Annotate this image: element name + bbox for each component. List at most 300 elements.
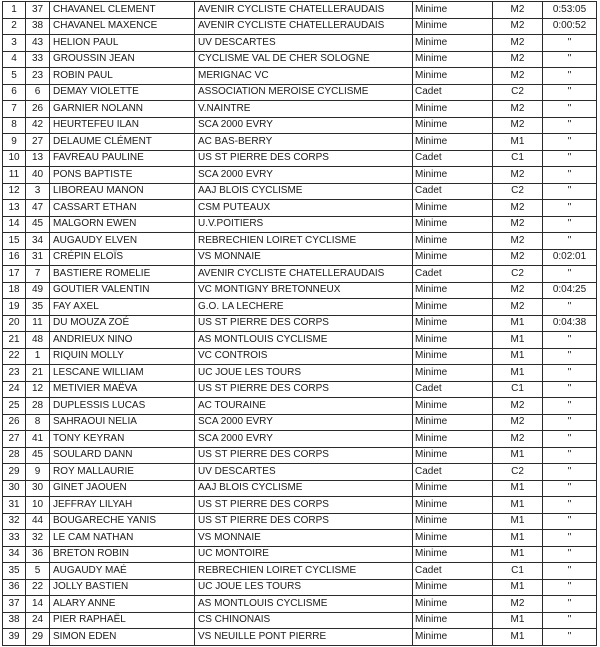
category-cell: Cadet xyxy=(413,84,493,101)
club-cell: REBRECHIEN LOIRET CYCLISME xyxy=(195,563,413,580)
club-cell: UC MONTOIRE xyxy=(195,546,413,563)
bib-cell: 10 xyxy=(26,497,50,514)
club-cell: US ST PIERRE DES CORPS xyxy=(195,315,413,332)
bib-cell: 42 xyxy=(26,117,50,134)
rank-cell: 39 xyxy=(3,629,26,646)
class-cell: M2 xyxy=(493,299,543,316)
class-cell: M1 xyxy=(493,629,543,646)
category-cell: Minime xyxy=(413,414,493,431)
time-gap-cell: " xyxy=(543,513,597,530)
rider-name-cell: CASSART ETHAN xyxy=(50,200,195,217)
time-gap-cell: " xyxy=(543,150,597,167)
class-cell: M2 xyxy=(493,167,543,184)
time-gap-cell: " xyxy=(543,546,597,563)
bib-cell: 22 xyxy=(26,579,50,596)
time-gap-cell: " xyxy=(543,381,597,398)
club-cell: VC MONTIGNY BRETONNEUX xyxy=(195,282,413,299)
table-row xyxy=(3,348,597,365)
table-row xyxy=(3,530,597,547)
table-row xyxy=(3,464,597,481)
rank-cell: 13 xyxy=(3,200,26,217)
table-row xyxy=(3,497,597,514)
bib-cell: 43 xyxy=(26,35,50,52)
bib-cell: 45 xyxy=(26,447,50,464)
class-cell: M2 xyxy=(493,18,543,35)
club-cell: ASSOCIATION MEROISE CYCLISME xyxy=(195,84,413,101)
table-row xyxy=(3,101,597,118)
time-gap-cell: " xyxy=(543,629,597,646)
rank-cell: 33 xyxy=(3,530,26,547)
class-cell: M2 xyxy=(493,233,543,250)
time-gap-cell: 0:02:01 xyxy=(543,249,597,266)
rank-cell: 15 xyxy=(3,233,26,250)
category-cell: Minime xyxy=(413,299,493,316)
category-cell: Minime xyxy=(413,629,493,646)
class-cell: M1 xyxy=(493,315,543,332)
rider-name-cell: CHAVANEL CLEMENT xyxy=(50,2,195,19)
rank-cell: 11 xyxy=(3,167,26,184)
rank-cell: 8 xyxy=(3,117,26,134)
rank-cell: 30 xyxy=(3,480,26,497)
club-cell: G.O. LA LECHERE xyxy=(195,299,413,316)
table-row xyxy=(3,299,597,316)
rider-name-cell: AUGAUDY MAÉ xyxy=(50,563,195,580)
club-cell: AVENIR CYCLISTE CHATELLERAUDAIS xyxy=(195,266,413,283)
table-row xyxy=(3,365,597,382)
club-cell: US ST PIERRE DES CORPS xyxy=(195,497,413,514)
rank-cell: 9 xyxy=(3,134,26,151)
rank-cell: 27 xyxy=(3,431,26,448)
category-cell: Minime xyxy=(413,332,493,349)
class-cell: C1 xyxy=(493,381,543,398)
bib-cell: 23 xyxy=(26,68,50,85)
club-cell: AC BAS-BERRY xyxy=(195,134,413,151)
category-cell: Minime xyxy=(413,365,493,382)
category-cell: Minime xyxy=(413,612,493,629)
results-body xyxy=(3,2,597,646)
class-cell: M1 xyxy=(493,546,543,563)
category-cell: Minime xyxy=(413,348,493,365)
club-cell: US ST PIERRE DES CORPS xyxy=(195,513,413,530)
category-cell: Minime xyxy=(413,530,493,547)
time-gap-cell: " xyxy=(543,431,597,448)
rank-cell: 3 xyxy=(3,35,26,52)
rider-name-cell: ANDRIEUX NINO xyxy=(50,332,195,349)
table-row xyxy=(3,35,597,52)
class-cell: M1 xyxy=(493,348,543,365)
class-cell: M2 xyxy=(493,200,543,217)
category-cell: Cadet xyxy=(413,464,493,481)
club-cell: AAJ BLOIS CYCLISME xyxy=(195,183,413,200)
table-row xyxy=(3,431,597,448)
table-row xyxy=(3,563,597,580)
class-cell: M2 xyxy=(493,117,543,134)
class-cell: M2 xyxy=(493,68,543,85)
club-cell: AS MONTLOUIS CYCLISME xyxy=(195,332,413,349)
club-cell: UC JOUE LES TOURS xyxy=(195,579,413,596)
bib-cell: 8 xyxy=(26,414,50,431)
club-cell: UV DESCARTES xyxy=(195,35,413,52)
category-cell: Minime xyxy=(413,579,493,596)
time-gap-cell: " xyxy=(543,134,597,151)
rider-name-cell: GARNIER NOLANN xyxy=(50,101,195,118)
category-cell: Minime xyxy=(413,101,493,118)
bib-cell: 32 xyxy=(26,530,50,547)
rank-cell: 12 xyxy=(3,183,26,200)
bib-cell: 6 xyxy=(26,84,50,101)
category-cell: Minime xyxy=(413,431,493,448)
bib-cell: 13 xyxy=(26,150,50,167)
time-gap-cell: " xyxy=(543,612,597,629)
bib-cell: 1 xyxy=(26,348,50,365)
bib-cell: 33 xyxy=(26,51,50,68)
rider-name-cell: ROBIN PAUL xyxy=(50,68,195,85)
rank-cell: 35 xyxy=(3,563,26,580)
rider-name-cell: ROY MALLAURIE xyxy=(50,464,195,481)
time-gap-cell: " xyxy=(543,596,597,613)
table-row xyxy=(3,200,597,217)
club-cell: US ST PIERRE DES CORPS xyxy=(195,150,413,167)
table-row xyxy=(3,233,597,250)
rider-name-cell: AUGAUDY ELVEN xyxy=(50,233,195,250)
rider-name-cell: METIVIER MAËVA xyxy=(50,381,195,398)
bib-cell: 41 xyxy=(26,431,50,448)
table-row xyxy=(3,414,597,431)
rider-name-cell: DUPLESSIS LUCAS xyxy=(50,398,195,415)
rank-cell: 17 xyxy=(3,266,26,283)
time-gap-cell: " xyxy=(543,51,597,68)
class-cell: M1 xyxy=(493,497,543,514)
category-cell: Minime xyxy=(413,2,493,19)
time-gap-cell: " xyxy=(543,563,597,580)
category-cell: Minime xyxy=(413,233,493,250)
rank-cell: 20 xyxy=(3,315,26,332)
class-cell: M2 xyxy=(493,414,543,431)
club-cell: SCA 2000 EVRY xyxy=(195,117,413,134)
table-row xyxy=(3,381,597,398)
rider-name-cell: HEURTEFEU ILAN xyxy=(50,117,195,134)
bib-cell: 5 xyxy=(26,563,50,580)
club-cell: SCA 2000 EVRY xyxy=(195,414,413,431)
rider-name-cell: ALARY ANNE xyxy=(50,596,195,613)
bib-cell: 34 xyxy=(26,233,50,250)
rank-cell: 24 xyxy=(3,381,26,398)
club-cell: AVENIR CYCLISTE CHATELLERAUDAIS xyxy=(195,2,413,19)
class-cell: M2 xyxy=(493,249,543,266)
time-gap-cell: " xyxy=(543,183,597,200)
category-cell: Minime xyxy=(413,249,493,266)
time-gap-cell: " xyxy=(543,101,597,118)
rider-name-cell: BRETON ROBIN xyxy=(50,546,195,563)
club-cell: CYCLISME VAL DE CHER SOLOGNE xyxy=(195,51,413,68)
rank-cell: 37 xyxy=(3,596,26,613)
table-row xyxy=(3,629,597,646)
time-gap-cell: " xyxy=(543,348,597,365)
rank-cell: 34 xyxy=(3,546,26,563)
rank-cell: 6 xyxy=(3,84,26,101)
bib-cell: 47 xyxy=(26,200,50,217)
rank-cell: 14 xyxy=(3,216,26,233)
rank-cell: 36 xyxy=(3,579,26,596)
bib-cell: 48 xyxy=(26,332,50,349)
club-cell: UV DESCARTES xyxy=(195,464,413,481)
table-row xyxy=(3,134,597,151)
bib-cell: 27 xyxy=(26,134,50,151)
rank-cell: 31 xyxy=(3,497,26,514)
table-row xyxy=(3,150,597,167)
bib-cell: 12 xyxy=(26,381,50,398)
time-gap-cell: " xyxy=(543,497,597,514)
club-cell: AAJ BLOIS CYCLISME xyxy=(195,480,413,497)
bib-cell: 26 xyxy=(26,101,50,118)
rank-cell: 29 xyxy=(3,464,26,481)
category-cell: Minime xyxy=(413,480,493,497)
rider-name-cell: DU MOUZA ZOÉ xyxy=(50,315,195,332)
time-gap-cell: " xyxy=(543,464,597,481)
rider-name-cell: BOUGARECHE YANIS xyxy=(50,513,195,530)
table-row xyxy=(3,596,597,613)
club-cell: U.V.POITIERS xyxy=(195,216,413,233)
category-cell: Cadet xyxy=(413,183,493,200)
category-cell: Minime xyxy=(413,315,493,332)
table-row xyxy=(3,216,597,233)
rider-name-cell: LIBOREAU MANON xyxy=(50,183,195,200)
time-gap-cell: " xyxy=(543,68,597,85)
class-cell: C2 xyxy=(493,266,543,283)
rider-name-cell: GOUTIER VALENTIN xyxy=(50,282,195,299)
rank-cell: 28 xyxy=(3,447,26,464)
rank-cell: 25 xyxy=(3,398,26,415)
category-cell: Minime xyxy=(413,497,493,514)
table-row xyxy=(3,2,597,19)
club-cell: VS MONNAIE xyxy=(195,249,413,266)
club-cell: AVENIR CYCLISTE CHATELLERAUDAIS xyxy=(195,18,413,35)
rank-cell: 10 xyxy=(3,150,26,167)
rider-name-cell: RIQUIN MOLLY xyxy=(50,348,195,365)
rank-cell: 7 xyxy=(3,101,26,118)
club-cell: REBRECHIEN LOIRET CYCLISME xyxy=(195,233,413,250)
bib-cell: 38 xyxy=(26,18,50,35)
category-cell: Minime xyxy=(413,35,493,52)
category-cell: Minime xyxy=(413,200,493,217)
rider-name-cell: LE CAM NATHAN xyxy=(50,530,195,547)
time-gap-cell: " xyxy=(543,299,597,316)
category-cell: Minime xyxy=(413,216,493,233)
class-cell: C1 xyxy=(493,563,543,580)
time-gap-cell: " xyxy=(543,579,597,596)
club-cell: VC CONTROIS xyxy=(195,348,413,365)
table-row xyxy=(3,398,597,415)
club-cell: VS MONNAIE xyxy=(195,530,413,547)
class-cell: M2 xyxy=(493,431,543,448)
time-gap-cell: 0:04:25 xyxy=(543,282,597,299)
bib-cell: 3 xyxy=(26,183,50,200)
club-cell: US ST PIERRE DES CORPS xyxy=(195,447,413,464)
rider-name-cell: BASTIERE ROMELIE xyxy=(50,266,195,283)
bib-cell: 45 xyxy=(26,216,50,233)
rank-cell: 2 xyxy=(3,18,26,35)
bib-cell: 9 xyxy=(26,464,50,481)
class-cell: M2 xyxy=(493,2,543,19)
bib-cell: 21 xyxy=(26,365,50,382)
time-gap-cell: 0:00:52 xyxy=(543,18,597,35)
table-row xyxy=(3,546,597,563)
time-gap-cell: " xyxy=(543,447,597,464)
category-cell: Cadet xyxy=(413,381,493,398)
bib-cell: 24 xyxy=(26,612,50,629)
time-gap-cell: " xyxy=(543,365,597,382)
rider-name-cell: CRÉPIN ELOÏS xyxy=(50,249,195,266)
time-gap-cell: 0:04:38 xyxy=(543,315,597,332)
category-cell: Minime xyxy=(413,18,493,35)
table-row xyxy=(3,167,597,184)
club-cell: US ST PIERRE DES CORPS xyxy=(195,381,413,398)
class-cell: M2 xyxy=(493,216,543,233)
class-cell: C1 xyxy=(493,150,543,167)
table-row xyxy=(3,579,597,596)
club-cell: AC TOURAINE xyxy=(195,398,413,415)
bib-cell: 11 xyxy=(26,315,50,332)
class-cell: C2 xyxy=(493,84,543,101)
rank-cell: 26 xyxy=(3,414,26,431)
rider-name-cell: PONS BAPTISTE xyxy=(50,167,195,184)
club-cell: MERIGNAC VC xyxy=(195,68,413,85)
bib-cell: 40 xyxy=(26,167,50,184)
table-row xyxy=(3,513,597,530)
club-cell: SCA 2000 EVRY xyxy=(195,167,413,184)
bib-cell: 44 xyxy=(26,513,50,530)
bib-cell: 29 xyxy=(26,629,50,646)
rank-cell: 16 xyxy=(3,249,26,266)
time-gap-cell: " xyxy=(543,200,597,217)
rider-name-cell: SIMON EDEN xyxy=(50,629,195,646)
class-cell: M2 xyxy=(493,51,543,68)
bib-cell: 49 xyxy=(26,282,50,299)
time-gap-cell: " xyxy=(543,332,597,349)
table-row xyxy=(3,117,597,134)
rider-name-cell: PIER RAPHAËL xyxy=(50,612,195,629)
rank-cell: 1 xyxy=(3,2,26,19)
category-cell: Minime xyxy=(413,68,493,85)
rank-cell: 23 xyxy=(3,365,26,382)
table-row xyxy=(3,18,597,35)
rider-name-cell: HELION PAUL xyxy=(50,35,195,52)
rider-name-cell: DELAUME CLÉMENT xyxy=(50,134,195,151)
rider-name-cell: LESCANE WILLIAM xyxy=(50,365,195,382)
rider-name-cell: GINET JAOUEN xyxy=(50,480,195,497)
rider-name-cell: CHAVANEL MAXENCE xyxy=(50,18,195,35)
club-cell: VS NEUILLE PONT PIERRE xyxy=(195,629,413,646)
rider-name-cell: JEFFRAY LILYAH xyxy=(50,497,195,514)
time-gap-cell: " xyxy=(543,84,597,101)
rank-cell: 21 xyxy=(3,332,26,349)
bib-cell: 30 xyxy=(26,480,50,497)
table-row xyxy=(3,68,597,85)
bib-cell: 35 xyxy=(26,299,50,316)
club-cell: V.NAINTRE xyxy=(195,101,413,118)
table-row xyxy=(3,332,597,349)
time-gap-cell: " xyxy=(543,398,597,415)
results-table xyxy=(2,1,597,646)
class-cell: C2 xyxy=(493,464,543,481)
rank-cell: 22 xyxy=(3,348,26,365)
bib-cell: 36 xyxy=(26,546,50,563)
rider-name-cell: FAVREAU PAULINE xyxy=(50,150,195,167)
class-cell: M1 xyxy=(493,480,543,497)
class-cell: M2 xyxy=(493,282,543,299)
category-cell: Minime xyxy=(413,51,493,68)
class-cell: M1 xyxy=(493,579,543,596)
category-cell: Minime xyxy=(413,513,493,530)
table-row xyxy=(3,51,597,68)
category-cell: Minime xyxy=(413,134,493,151)
club-cell: AS MONTLOUIS CYCLISME xyxy=(195,596,413,613)
time-gap-cell: " xyxy=(543,480,597,497)
rank-cell: 32 xyxy=(3,513,26,530)
table-row xyxy=(3,249,597,266)
class-cell: M1 xyxy=(493,332,543,349)
rank-cell: 4 xyxy=(3,51,26,68)
class-cell: M1 xyxy=(493,513,543,530)
rider-name-cell: JOLLY BASTIEN xyxy=(50,579,195,596)
time-gap-cell: " xyxy=(543,117,597,134)
table-row xyxy=(3,447,597,464)
time-gap-cell: " xyxy=(543,266,597,283)
table-row xyxy=(3,480,597,497)
time-gap-cell: " xyxy=(543,530,597,547)
rider-name-cell: TONY KEYRAN xyxy=(50,431,195,448)
club-cell: CSM PUTEAUX xyxy=(195,200,413,217)
rider-name-cell: FAY AXEL xyxy=(50,299,195,316)
time-gap-cell: 0:53:05 xyxy=(543,2,597,19)
class-cell: M1 xyxy=(493,134,543,151)
rank-cell: 19 xyxy=(3,299,26,316)
table-row xyxy=(3,612,597,629)
class-cell: C2 xyxy=(493,183,543,200)
time-gap-cell: " xyxy=(543,216,597,233)
rider-name-cell: DEMAY VIOLETTE xyxy=(50,84,195,101)
table-row xyxy=(3,315,597,332)
club-cell: UC JOUE LES TOURS xyxy=(195,365,413,382)
rank-cell: 18 xyxy=(3,282,26,299)
bib-cell: 14 xyxy=(26,596,50,613)
class-cell: M1 xyxy=(493,612,543,629)
time-gap-cell: " xyxy=(543,167,597,184)
category-cell: Minime xyxy=(413,596,493,613)
category-cell: Cadet xyxy=(413,563,493,580)
category-cell: Cadet xyxy=(413,150,493,167)
class-cell: M2 xyxy=(493,101,543,118)
rider-name-cell: MALGORN EWEN xyxy=(50,216,195,233)
bib-cell: 7 xyxy=(26,266,50,283)
class-cell: M2 xyxy=(493,398,543,415)
rank-cell: 38 xyxy=(3,612,26,629)
time-gap-cell: " xyxy=(543,414,597,431)
rider-name-cell: GROUSSIN JEAN xyxy=(50,51,195,68)
club-cell: SCA 2000 EVRY xyxy=(195,431,413,448)
category-cell: Minime xyxy=(413,398,493,415)
category-cell: Minime xyxy=(413,546,493,563)
table-row xyxy=(3,84,597,101)
category-cell: Minime xyxy=(413,167,493,184)
rank-cell: 5 xyxy=(3,68,26,85)
category-cell: Minime xyxy=(413,282,493,299)
table-row xyxy=(3,282,597,299)
table-row xyxy=(3,266,597,283)
rider-name-cell: SAHRAOUI NELIA xyxy=(50,414,195,431)
time-gap-cell: " xyxy=(543,35,597,52)
bib-cell: 31 xyxy=(26,249,50,266)
